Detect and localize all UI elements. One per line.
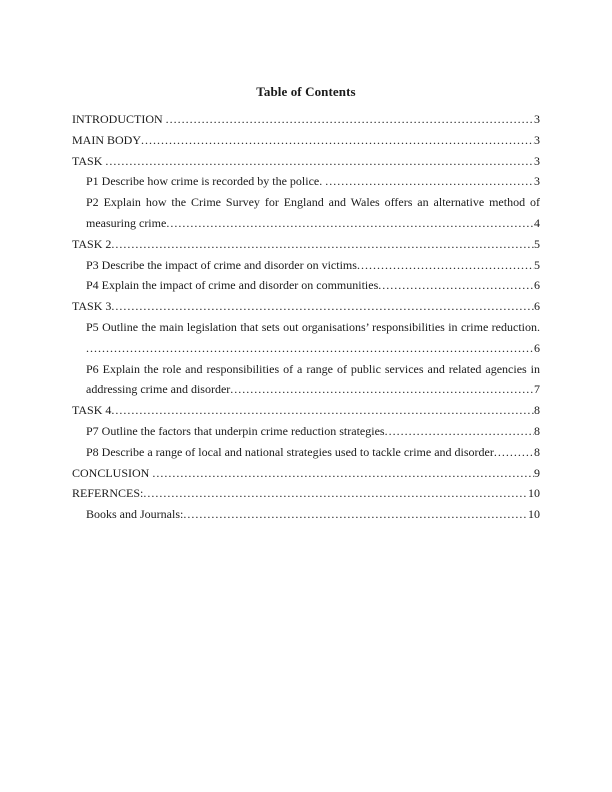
- toc-entry-task-3[interactable]: [72, 296, 540, 317]
- toc-entry-p2-line2[interactable]: [72, 213, 540, 234]
- toc-entry-p7[interactable]: [72, 421, 540, 442]
- toc-entry-label: P1 Describe how crime is recorded by the police.: [86, 174, 326, 189]
- toc-entry-label: P4 Explain the impact of crime and disorder on communities: [86, 278, 379, 293]
- toc-entry-p1[interactable]: [72, 171, 540, 192]
- dot-leader: [325, 171, 534, 192]
- toc-page-number: 6: [534, 340, 540, 355]
- toc-page-number: 3: [534, 174, 540, 189]
- dot-leader: [230, 379, 534, 400]
- toc-entry-label: addressing crime and disorder: [86, 382, 231, 397]
- toc-page-number: 10: [528, 486, 540, 501]
- toc-entry-label: P2 Explain how the Crime Survey for England and Wales offers an alternative method of: [86, 195, 540, 210]
- toc-entry-conclusion[interactable]: [72, 463, 540, 484]
- dot-leader: [111, 234, 534, 255]
- toc-entry-main-body[interactable]: [72, 130, 540, 151]
- dot-leader: [111, 400, 534, 421]
- toc-page-number: 3: [534, 153, 540, 168]
- toc-entry-introduction[interactable]: [72, 109, 540, 130]
- dot-leader: [111, 296, 534, 317]
- toc-entry-label: TASK 4: [72, 403, 112, 418]
- toc-entry-p6-line2[interactable]: [72, 379, 540, 400]
- toc-page-number: 8: [534, 423, 540, 438]
- dot-leader: [166, 213, 534, 234]
- toc-entry-p4[interactable]: [72, 275, 540, 296]
- toc-entry-p5-line1[interactable]: [72, 317, 540, 338]
- toc-entry-p3[interactable]: [72, 255, 540, 276]
- dot-leader: [494, 442, 534, 463]
- dot-leader: [141, 130, 534, 151]
- toc-entry-label: CONCLUSION: [72, 465, 153, 480]
- dot-leader: [143, 483, 528, 504]
- dot-leader: [357, 255, 534, 276]
- toc-entry-label: P6 Explain the role and responsibilities of a range of public services and related agencies in: [86, 361, 540, 376]
- toc-page-number: 9: [534, 465, 540, 480]
- toc-entry-label: TASK: [72, 153, 106, 168]
- toc-page-number: 7: [534, 382, 540, 397]
- toc-entry-p2-line1[interactable]: [72, 192, 540, 213]
- toc-page-number: 3: [534, 132, 540, 147]
- dot-leader: [385, 421, 534, 442]
- toc-page-number: 6: [534, 299, 540, 314]
- toc-entry-label: INTRODUCTION: [72, 112, 166, 126]
- dot-leader: [105, 151, 534, 172]
- toc-entry-label: MAIN BODY: [72, 132, 141, 147]
- toc-entry-label: P8 Describe a range of local and national strategies used to tackle crime and disorder: [86, 444, 494, 459]
- toc-page-number: 8: [534, 403, 540, 418]
- toc-entry-label: P3 Describe the impact of crime and disorder on victims: [86, 257, 357, 272]
- toc-entry-label: P5 Outline the main legislation that sets out organisations’ responsibilities in crime reduction.: [86, 319, 540, 334]
- toc-page-number: 5: [534, 236, 540, 251]
- toc-entry-label: measuring crime: [86, 215, 167, 230]
- toc-entry-label: TASK 3: [72, 299, 112, 314]
- toc-page-number: 3: [534, 112, 540, 126]
- toc-page-number: 6: [534, 278, 540, 293]
- toc-entry-p6-line1[interactable]: [72, 359, 540, 380]
- dot-leader: [183, 504, 528, 525]
- page-title: Table of Contents: [256, 84, 356, 99]
- toc-entry-p5-line2[interactable]: [72, 338, 540, 359]
- dot-leader: [152, 463, 534, 484]
- toc-entry-task-4[interactable]: [72, 400, 540, 421]
- toc-page-number: 5: [534, 257, 540, 272]
- toc-page-number: 4: [534, 215, 540, 230]
- toc-entry-p8[interactable]: [72, 442, 540, 463]
- table-of-contents: [72, 109, 540, 525]
- dot-leader: [86, 338, 534, 359]
- toc-entry-task[interactable]: [72, 151, 540, 172]
- toc-entry-references[interactable]: [72, 483, 540, 504]
- toc-page-number: 8: [534, 444, 540, 459]
- toc-entry-label: Books and Journals:: [86, 507, 184, 522]
- toc-page-number: 10: [528, 507, 540, 522]
- toc-entry-label: P7 Outline the factors that underpin crime reduction strategies: [86, 423, 385, 438]
- toc-entry-label: REFERNCES:: [72, 486, 144, 501]
- toc-entry-task-2[interactable]: [72, 234, 540, 255]
- toc-entry-label: TASK 2: [72, 236, 112, 251]
- dot-leader: [166, 109, 534, 130]
- toc-entry-books-and-journals[interactable]: [72, 504, 540, 525]
- dot-leader: [378, 275, 534, 296]
